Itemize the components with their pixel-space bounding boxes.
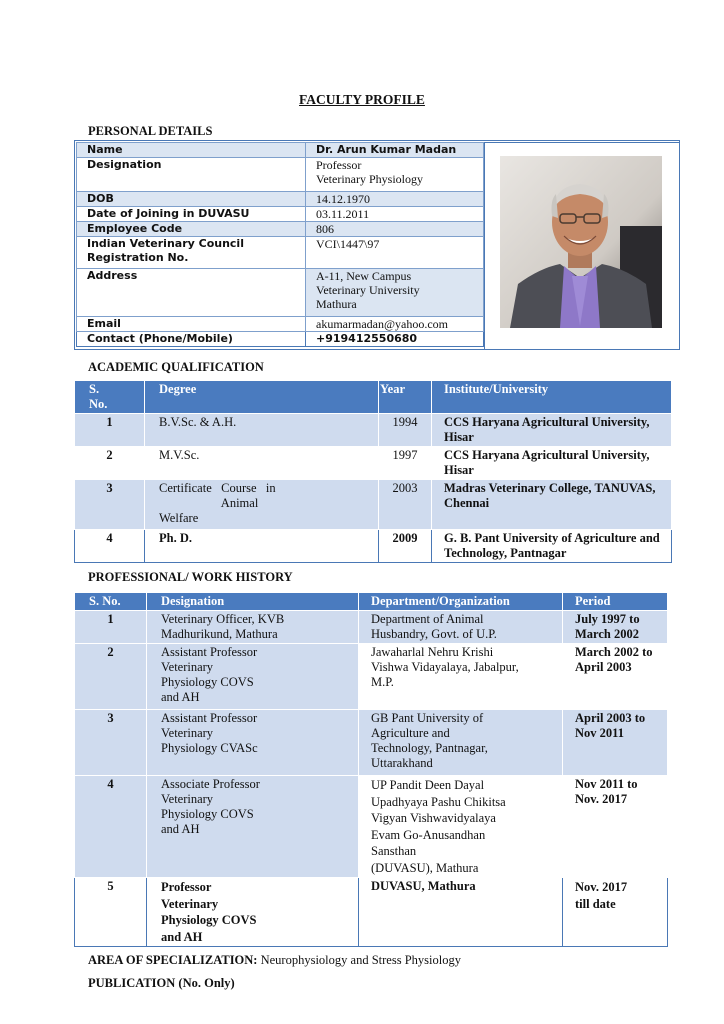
work-history-heading: PROFESSIONAL/ WORK HISTORY [88, 570, 293, 584]
table-row [75, 776, 668, 878]
table-row [75, 878, 668, 947]
cell-year: 2003 [379, 480, 432, 530]
profile-photo [500, 156, 662, 328]
personal-details-heading: PERSONAL DETAILS [88, 124, 213, 138]
field-label: Designation [77, 158, 306, 192]
cell-designation: Assistant Professor Veterinary Physiology COVS and AH [147, 644, 359, 710]
column-header: Institute/University [432, 381, 672, 414]
table-row [77, 158, 484, 192]
column-header: S. No. [75, 593, 147, 611]
table-header-row [75, 593, 668, 611]
page-title: FACULTY PROFILE [299, 92, 425, 107]
field-value: VCI\1447\97 [306, 237, 484, 269]
cell-institute: CCS Haryana Agricultural University, Hisar [432, 447, 672, 480]
specialization-value: Neurophysiology and Stress Physiology [257, 953, 461, 967]
cell-period: Nov. 2017 till date [563, 878, 668, 947]
cell-organization: GB Pant University of Agriculture and Technology, Pantnagar, Uttarakhand [359, 710, 563, 776]
table-row [75, 447, 672, 480]
cell-designation: Assistant Professor Veterinary Physiology CVASc [147, 710, 359, 776]
cell-designation: Veterinary Officer, KVB Madhurikund, Mathura [147, 611, 359, 644]
table-row [75, 530, 672, 563]
column-header: Degree [145, 381, 379, 414]
field-value: Dr. Arun Kumar Madan [306, 143, 484, 158]
table-row [77, 222, 484, 237]
cell-year: 2009 [379, 530, 432, 563]
field-label: Name [77, 143, 306, 158]
cell-sno: 4 [75, 776, 147, 878]
cell-institute: CCS Haryana Agricultural University, Hisar [432, 414, 672, 447]
table-row [77, 192, 484, 207]
field-value: 806 [306, 222, 484, 237]
column-header: S. No. [75, 381, 145, 414]
cell-organization: UP Pandit Deen Dayal Upadhyaya Pashu Chikitsa Vigyan Vishwavidyalaya Evam Go-Anusandhan Sansthan (DUVASU), Mathura [359, 776, 563, 878]
field-value: A-11, New Campus Veterinary University Mathura [306, 269, 484, 317]
specialization-label: AREA OF SPECIALIZATION: [88, 953, 258, 967]
cell-organization: Department of Animal Husbandry, Govt. of U.P. [359, 611, 563, 644]
field-label: DOB [77, 192, 306, 207]
cell-sno: 5 [75, 878, 147, 947]
field-label: Date of Joining in DUVASU [77, 207, 306, 222]
table-row [75, 644, 668, 710]
table-row [77, 143, 484, 158]
cell-organization: DUVASU, Mathura [359, 878, 563, 947]
cell-sno: 3 [75, 710, 147, 776]
field-label: Contact (Phone/Mobile) [77, 332, 306, 347]
column-header: Year [379, 381, 432, 414]
cell-degree: Certificate Course in Animal Welfare [145, 480, 379, 530]
cell-year: 1994 [379, 414, 432, 447]
cell-sno: 2 [75, 447, 145, 480]
field-value: 03.11.2011 [306, 207, 484, 222]
table-row [77, 332, 484, 347]
cell-designation: Professor Veterinary Physiology COVS and AH [147, 878, 359, 947]
field-value: akumarmadan@yahoo.com [306, 317, 484, 332]
specialization-line [88, 953, 461, 968]
column-header: Period [563, 593, 668, 611]
cell-period: July 1997 to March 2002 [563, 611, 668, 644]
field-label: Employee Code [77, 222, 306, 237]
cell-period: Nov 2011 to Nov. 2017 [563, 776, 668, 878]
cell-year: 1997 [379, 447, 432, 480]
column-header: Department/Organization [359, 593, 563, 611]
cell-period: March 2002 to April 2003 [563, 644, 668, 710]
table-row [75, 710, 668, 776]
cell-degree: Ph. D. [145, 530, 379, 563]
table-row [77, 317, 484, 332]
table-row [75, 414, 672, 447]
cell-degree: B.V.Sc. & A.H. [145, 414, 379, 447]
field-label: Address [77, 269, 306, 317]
cell-organization: Jawaharlal Nehru Krishi Vishwa Vidayalaya, Jabalpur, M.P. [359, 644, 563, 710]
field-label: Indian Veterinary Council Registration No. [77, 237, 306, 269]
field-value: 14.12.1970 [306, 192, 484, 207]
table-row [75, 611, 668, 644]
publication-heading: PUBLICATION (No. Only) [88, 976, 235, 990]
cell-sno: 1 [75, 611, 147, 644]
field-value: +919412550680 [306, 332, 484, 347]
cell-degree: M.V.Sc. [145, 447, 379, 480]
table-row [75, 480, 672, 530]
field-value: Professor Veterinary Physiology [306, 158, 484, 192]
cell-sno: 3 [75, 480, 145, 530]
cell-institute: Madras Veterinary College, TANUVAS, Chennai [432, 480, 672, 530]
cell-sno: 4 [75, 530, 145, 563]
cell-sno: 1 [75, 414, 145, 447]
cell-institute: G. B. Pant University of Agriculture and Technology, Pantnagar [432, 530, 672, 563]
work-history-table [74, 592, 668, 947]
cell-period: April 2003 to Nov 2011 [563, 710, 668, 776]
academic-table [74, 380, 672, 563]
field-label: Email [77, 317, 306, 332]
table-header-row [75, 381, 672, 414]
cell-sno: 2 [75, 644, 147, 710]
column-header: Designation [147, 593, 359, 611]
personal-details-table [76, 142, 484, 347]
academic-heading: ACADEMIC QUALIFICATION [88, 360, 264, 374]
table-row [77, 269, 484, 317]
table-row [77, 237, 484, 269]
cell-designation: Associate Professor Veterinary Physiology COVS and AH [147, 776, 359, 878]
table-row [77, 207, 484, 222]
